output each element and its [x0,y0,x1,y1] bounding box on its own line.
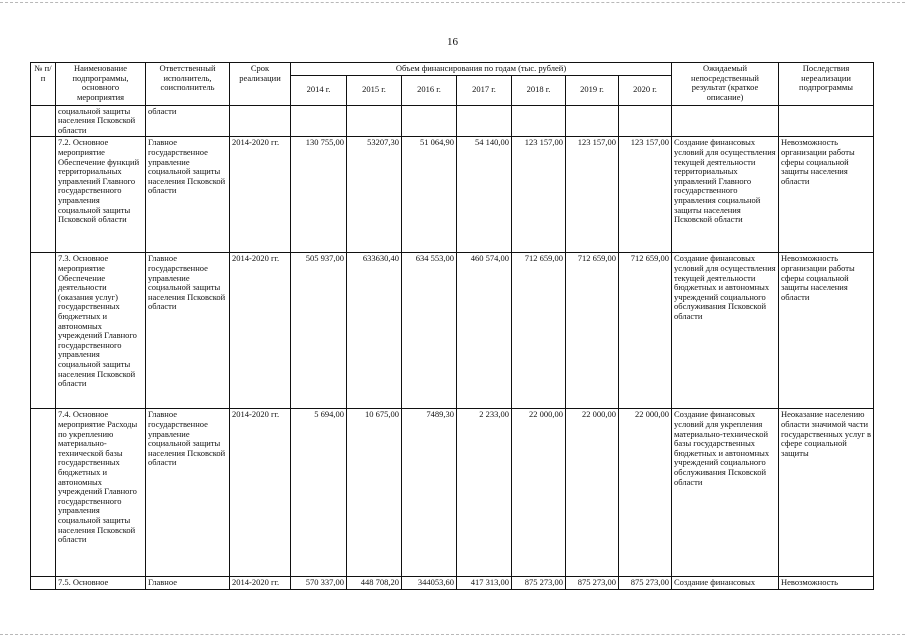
cell-term: 2014-2020 гг. [230,253,291,409]
cell-num [31,253,56,409]
cell-value-2020: 123 157,00 [619,137,672,253]
cell-value-2018: 875 273,00 [512,577,566,590]
page-number: 16 [447,36,458,48]
cell-result: Создание финансовых условий для осуществления текущей деятельности бюджетных и автономных учреждений социального обслуживания Псковской области [672,253,779,409]
cell-num [31,577,56,590]
cell-consequences [779,105,874,137]
cell-name: 7.2. Основное мероприятие Обеспечение функций территориальных управлений Главного государственного управления социальной защиты Псковской области [56,137,146,253]
cell-name: 7.3. Основное мероприятие Обеспечение деятельности (оказания услуг) государственных бюджетных и автономных учреждений Главного государственного управления социальной защиты населения Псковской области [56,253,146,409]
cell-value-2016: 51 064,90 [402,137,457,253]
cell-value-2015: 448 708,20 [347,577,402,590]
cell-value-2015: 633630,40 [347,253,402,409]
cell-value-2016: 344053,60 [402,577,457,590]
cell-value-2015 [347,105,402,137]
table-row [31,105,874,137]
cell-name: социальной защиты населения Псковской области [56,105,146,137]
cell-value-2020 [619,105,672,137]
cell-value-2017: 417 313,00 [457,577,512,590]
header-funding: Объем финансирования по годам (тыс. рублей) [291,63,672,76]
cell-consequences: Неоказание населению области значимой части государственных услуг в сфере социальной защиты [779,409,874,577]
header-year-2019: 2019 г. [566,75,619,105]
header-term: Срок реализации [230,63,291,106]
cell-value-2017: 2 233,00 [457,409,512,577]
scan-edge-bottom [0,634,905,635]
cell-value-2014: 130 755,00 [291,137,347,253]
cell-value-2015: 53207,30 [347,137,402,253]
header-year-2014: 2014 г. [291,75,347,105]
table-row [31,577,874,590]
header-result: Ожидаемый непосредственный результат (краткое описание) [672,63,779,106]
header-executor: Ответственный исполнитель, соисполнитель [146,63,230,106]
cell-term: 2014-2020 гг. [230,137,291,253]
header-year-2017: 2017 г. [457,75,512,105]
cell-value-2016 [402,105,457,137]
cell-value-2014: 5 694,00 [291,409,347,577]
cell-result: Создание финансовых условий для укрепления материально-технической базы государственных бюджетных и автономных учреждений социального обслуживания Псковской области [672,409,779,577]
cell-value-2017: 460 574,00 [457,253,512,409]
cell-value-2019: 123 157,00 [566,137,619,253]
cell-value-2020: 22 000,00 [619,409,672,577]
cell-value-2014: 505 937,00 [291,253,347,409]
cell-value-2020: 712 659,00 [619,253,672,409]
header-year-2015: 2015 г. [347,75,402,105]
cell-num [31,137,56,253]
cell-value-2019: 712 659,00 [566,253,619,409]
cell-value-2014: 570 337,00 [291,577,347,590]
table-row [31,409,874,577]
cell-value-2015: 10 675,00 [347,409,402,577]
cell-value-2019: 22 000,00 [566,409,619,577]
cell-value-2016: 7489,30 [402,409,457,577]
cell-value-2017: 54 140,00 [457,137,512,253]
cell-result [672,105,779,137]
cell-executor: Главное государственное управление социальной защиты населения Псковской области [146,409,230,577]
cell-value-2014 [291,105,347,137]
cell-executor: Главное государственное управление социальной защиты населения Псковской области [146,137,230,253]
cell-name: 7.4. Основное мероприятие Расходы по укреплению материально-технической базы государственных бюджетных и автономных учреждений Главного государственного управления социальной защиты населения Псковской области [56,409,146,577]
cell-executor: Главное [146,577,230,590]
cell-executor: области [146,105,230,137]
header-name: Наименование подпрограммы, основного мероприятия [56,63,146,106]
scan-edge-top [0,2,905,3]
cell-num [31,105,56,137]
cell-executor: Главное государственное управление социальной защиты населения Псковской области [146,253,230,409]
cell-name: 7.5. Основное [56,577,146,590]
cell-result: Создание финансовых условий для осуществления текущей деятельности территориальных управлений Главного государственного управления социальной защиты населения Псковской области [672,137,779,253]
cell-value-2017 [457,105,512,137]
cell-value-2018: 123 157,00 [512,137,566,253]
program-funding-table [30,62,874,590]
header-year-2020: 2020 г. [619,75,672,105]
table-row [31,137,874,253]
cell-num [31,409,56,577]
header-year-2016: 2016 г. [402,75,457,105]
header-year-2018: 2018 г. [512,75,566,105]
header-num: № п/п [31,63,56,106]
cell-value-2019 [566,105,619,137]
cell-value-2019: 875 273,00 [566,577,619,590]
cell-term: 2014-2020 гг. [230,577,291,590]
cell-consequences: Невозможность организации работы сферы социальной защиты населения области [779,253,874,409]
cell-term [230,105,291,137]
cell-consequences: Невозможность [779,577,874,590]
cell-value-2016: 634 553,00 [402,253,457,409]
cell-consequences: Невозможность организации работы сферы социальной защиты населения области [779,137,874,253]
cell-term: 2014-2020 гг. [230,409,291,577]
cell-value-2020: 875 273,00 [619,577,672,590]
header-consequences: Последствия нереализации подпрограммы [779,63,874,106]
cell-value-2018: 22 000,00 [512,409,566,577]
cell-value-2018: 712 659,00 [512,253,566,409]
table-row [31,253,874,409]
cell-result: Создание финансовых [672,577,779,590]
cell-value-2018 [512,105,566,137]
